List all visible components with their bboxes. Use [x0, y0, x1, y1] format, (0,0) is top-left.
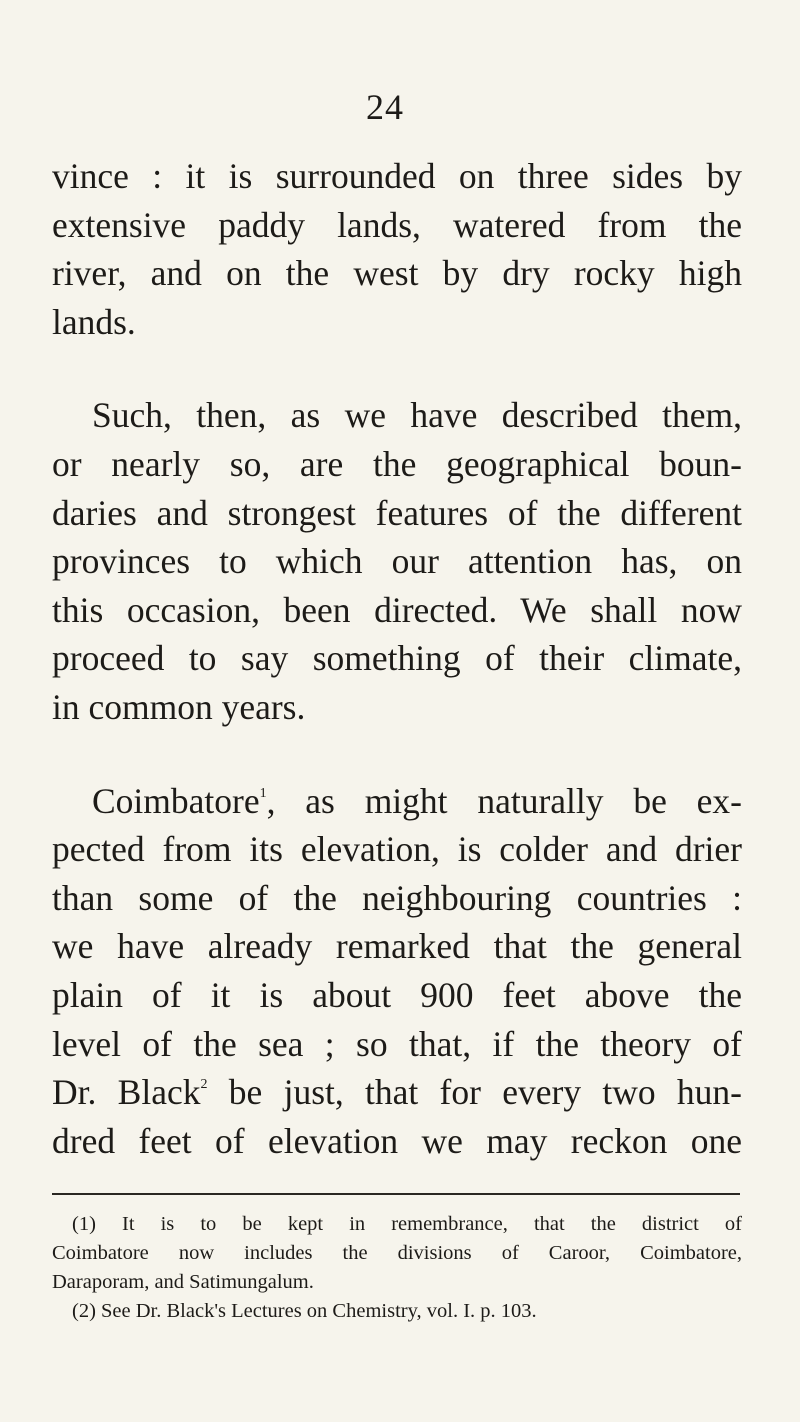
paragraph-1 [52, 152, 742, 346]
paragraph-3 [52, 777, 742, 1166]
footnote-line: Coimbatore now includes the divisions of Caroor, Coimbatore, [52, 1242, 742, 1264]
text-line: river, and on the west by dry rocky high [52, 253, 742, 294]
footnote-1 [52, 1210, 742, 1297]
body-text [52, 152, 742, 1165]
footnote-number: (1) [72, 1213, 96, 1235]
text-line: plain of it is about 900 feet above the [52, 974, 742, 1015]
text-line: level of the sea ; so that, if the theory of [52, 1023, 742, 1064]
text-line: daries and strongest features of the different [52, 492, 742, 533]
text-line: dred feet of elevation we may reckon one [52, 1120, 742, 1161]
text-line [52, 777, 742, 826]
footnote-marker: 1 [259, 785, 267, 801]
footnotes [52, 1210, 742, 1326]
line-end: , as might naturally be ex- [266, 780, 742, 821]
footnote-text: See Dr. Black's Lectures on Chemistry, vol. I. p. 103. [101, 1300, 537, 1322]
footnote-marker: 2 [200, 1077, 208, 1093]
footnote-line [52, 1297, 742, 1326]
footnote-number: (2) [72, 1300, 96, 1322]
page-number: 24 [366, 87, 404, 127]
text-line: pected from its elevation, is colder and drier [52, 829, 742, 870]
text-line: lands. [52, 301, 136, 342]
text-line: this occasion, been directed. We shall now [52, 589, 742, 630]
text-line [52, 1068, 742, 1117]
text-line: in common years. [52, 686, 306, 727]
paragraph-2 [52, 391, 742, 731]
text-line: Such, then, as we have described them, [92, 395, 742, 436]
text-line: we have already remarked that the general [52, 926, 742, 967]
footnote-line: Daraporam, and Satimungalum. [52, 1271, 314, 1293]
text-line: provinces to which our attention has, on [52, 541, 742, 582]
line-start: Coimbatore [92, 780, 260, 821]
text-line: extensive paddy lands, watered from the [52, 204, 742, 245]
footnote-text: It is to be kept in remembrance, that the district of [122, 1213, 743, 1235]
text-line: or nearly so, are the geographical boun- [52, 443, 742, 484]
line-start: Dr. Black [52, 1072, 201, 1113]
text-line: than some of the neighbouring countries : [52, 877, 742, 918]
footnote-line [52, 1210, 742, 1239]
line-end: be just, that for every two hun- [207, 1072, 742, 1113]
text-line: proceed to say something of their climate, [52, 638, 742, 679]
text-line: vince : it is surrounded on three sides by [52, 156, 742, 196]
footnote-divider [52, 1193, 740, 1195]
footnote-2 [52, 1297, 742, 1326]
